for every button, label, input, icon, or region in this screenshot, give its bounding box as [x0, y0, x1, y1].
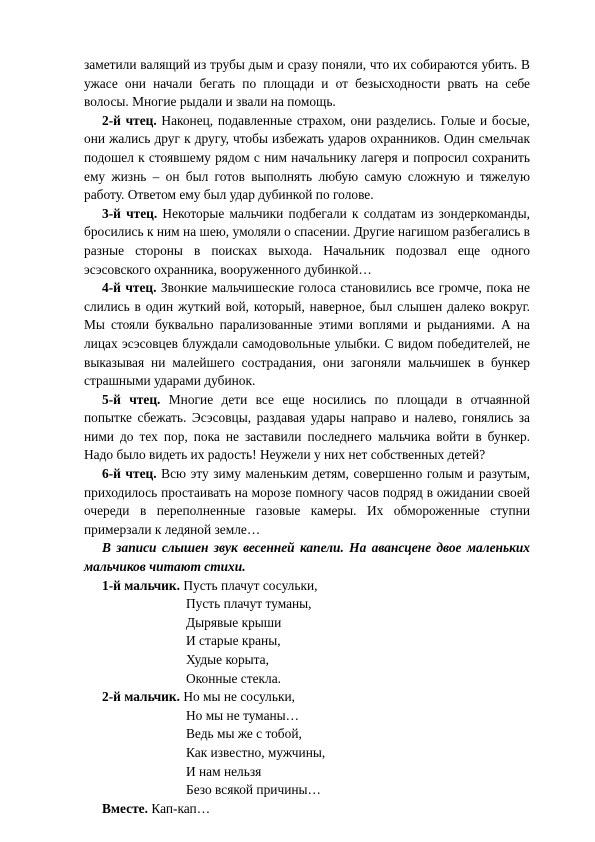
paragraph-4 [84, 279, 530, 391]
paragraph-text: Многие дети все еще носились по площади в отчаянной попытке сбежать. Эсэсовцы, раздавая удары направо и налево, гонялись за ними до тех пор, пока не заставили последнего мальчика войти в бункер. Надо было видеть их радость! Неужели у них нет собственных детей? [84, 391, 530, 463]
speaker-label: 4-й чтец. [102, 280, 157, 296]
poem-2 [84, 688, 530, 800]
paragraph-2 [84, 112, 530, 205]
paragraph-5 [84, 391, 530, 465]
paragraph-text: Некоторые мальчики подбегали к солдатам из зондеркоманды, бросились к ним на шею, умоляли о спасении. Другие нагишом разбегались в разные стороны в поисках выхода. Начальник подозвал еще одного эсэсовского охранника, вооруженного дубинкой… [84, 205, 530, 277]
poem-first-line [84, 688, 530, 707]
script-text [84, 56, 530, 818]
poem-line: Но мы не туманы… [186, 707, 300, 723]
poem-line: Пусть плачут сосульки, [183, 577, 318, 593]
poem-line: И старые краны, [186, 633, 281, 649]
paragraph-text: Всю эту зиму маленьким детям, совершенно голым и разутым, приходилось простаивать на морозе помногу часов подряд в ожидании своей очереди в переполненные газовые камеры. Их обмороженные ступни примерзали к ледяной земле… [84, 466, 530, 537]
speaker-label: 3-й чтец. [102, 205, 158, 221]
paragraph-3 [84, 205, 530, 279]
paragraph-1 [84, 56, 530, 112]
poem-line: Худые корыта, [186, 652, 269, 667]
poem-line: Но мы не сосульки, [183, 689, 295, 705]
speaker-label: 2-й мальчик. [102, 689, 180, 705]
paragraph-text: Наконец, подавленные страхом, они разделись. Голые и босые, они жались друг к другу, чтобы избежать ударов охранников. Один смельчак подошел к стоявшему рядом с ним начальнику лагеря и попросил сохранить ему жизнь – он был готов выполнять любую самую сложную и тяжелую работу. Ответом ему был удар дубинкой по голове. [84, 112, 530, 203]
poem-line: Дырявые крыши [186, 614, 282, 630]
poem-line: Оконные стекла. [186, 670, 282, 686]
poem-line: Кап-кап… [147, 800, 211, 816]
speaker-label: 2-й чтец. [102, 112, 157, 128]
speaker-label: 1-й мальчик. [102, 577, 180, 593]
speaker-label: Вместе. [102, 800, 148, 816]
paragraph-text: Звонкие мальчишеские голоса становились все громче, пока не слились в один жуткий вой, который, наверное, был слышен далеко вокруг. Мы стояли буквально парализованные этими воплями и рыданиями. А на лицах эсэсовцев блуждали самодовольные улыбки. С видом победителей, не выказывая ни малейшего сострадания, они загоняли мальчишек в бункер страшными ударами дубинок. [84, 280, 531, 389]
paragraph-6 [84, 465, 530, 539]
poem-1 [84, 577, 530, 689]
together-line [84, 800, 530, 819]
stage-direction: В записи слышен звук весенней капели. На авансцене двое маленьких мальчиков читают стихи. [84, 540, 530, 575]
poem-line: Ведь мы же с тобой, [186, 726, 302, 742]
poem-line: Пусть плачут туманы, [186, 596, 312, 612]
paragraph-text: заметили валящий из трубы дым и сразу поняли, что их собираются убить. В ужасе они начали бегать по площади и от безысходности рвать на себе волосы. Многие рыдали и звали на помощь. [84, 57, 530, 110]
speaker-label: 6-й чтец. [102, 466, 157, 482]
speaker-label: 5-й чтец. [102, 391, 161, 407]
poem-line: И нам нельзя [186, 763, 262, 779]
poem-line: Как известно, мужчины, [186, 744, 326, 760]
poem-line: Безо всякой причины… [186, 782, 321, 798]
poem-first-line [84, 577, 530, 596]
